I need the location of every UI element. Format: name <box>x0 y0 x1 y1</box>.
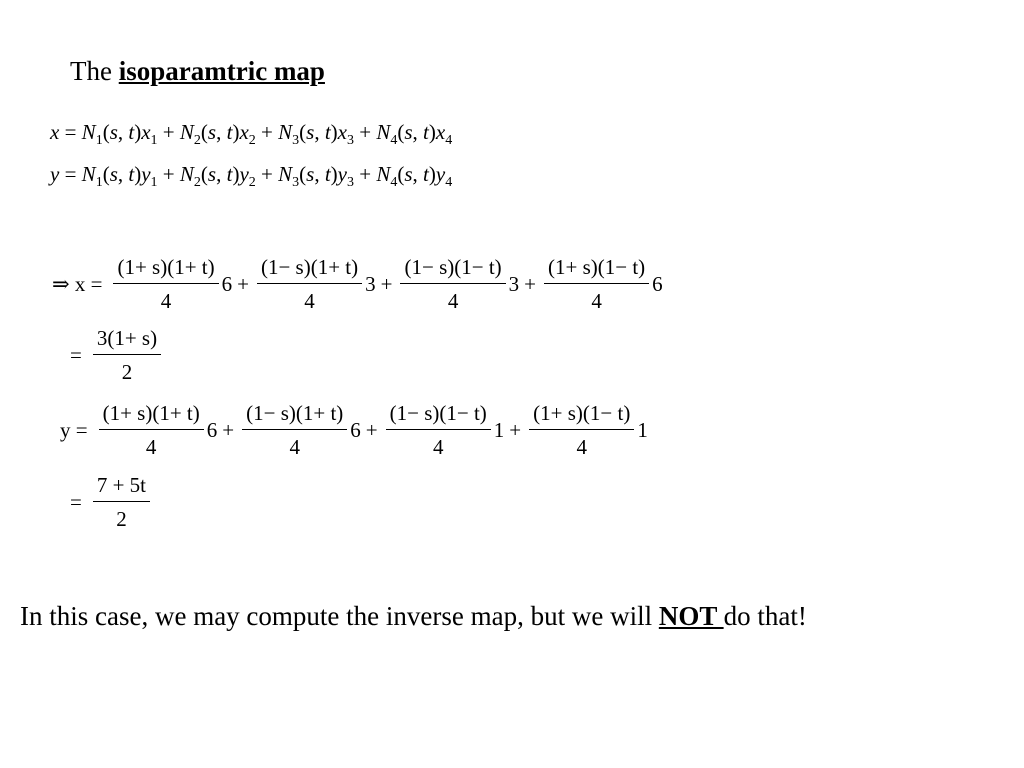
y-lead: y = <box>60 418 88 442</box>
plus-sign: + <box>524 272 536 296</box>
y-coef-2: 6 <box>350 418 361 442</box>
x-result <box>70 325 164 385</box>
plus-sign: + <box>222 418 235 442</box>
y-term-3: $\frac{(1- s)(1- t)}{4}$ <box>386 400 491 460</box>
y-coef-1: 6 <box>206 418 218 442</box>
y-derivation <box>60 400 648 460</box>
y-result-fraction: $\frac{7 + 5t}{2}$ <box>93 472 150 532</box>
slide-title <box>70 53 325 89</box>
x-term-2: $\frac{(1- s)(1+ t)}{4}$ <box>257 254 362 314</box>
y-coef-4: 1 <box>637 418 648 442</box>
x-coef-4: 6 <box>652 272 663 296</box>
y-term-2: $\frac{(1- s)(1+ t)}{4}$ <box>242 400 347 460</box>
equals-sign: = <box>70 490 82 514</box>
plus-sign: + <box>380 272 393 296</box>
equals-sign: = <box>70 343 82 367</box>
y-term-1: $\frac{(1+ s)(1+ t)}{4}$ <box>99 400 204 460</box>
x-coef-3: 3 <box>508 272 520 296</box>
equation-y-map: $y = N_1(s$, $t)y_1 + N_2(s$, $t)y_2 + N_3(s$, $t)y_3 + N_4(s$, $t)y_4$ <box>50 162 453 190</box>
x-coef-1: 6 <box>221 272 233 296</box>
title-emphasis: isoparamtric map <box>118 56 325 86</box>
y-term-4: $\frac{(1+ s)(1- t)}{4}$ <box>529 400 634 460</box>
plus-sign: + <box>509 418 522 442</box>
equation-x-map: $x = N_1(s$, $t)x_1 + N_2(s$, $t)x_2 + N_3(s$, $t)x_3 + N_4(s$, $t)x_4$ <box>50 120 453 148</box>
x-term-3: $\frac{(1- s)(1- t)}{4}$ <box>400 254 505 314</box>
x-lead: ⇒ x = <box>52 272 103 296</box>
x-derivation <box>52 254 663 314</box>
title-prefix: The <box>70 56 119 86</box>
y-result <box>70 472 153 532</box>
x-result-fraction: $\frac{3(1+ s)}{2}$ <box>93 325 161 385</box>
x-term-1: $\frac{(1+ s)(1+ t)}{4}$ <box>113 254 218 314</box>
footer-note <box>20 598 807 634</box>
y-coef-3: 1 <box>493 418 505 442</box>
footer-emphasis: NOT <box>658 601 724 631</box>
x-coef-2: 3 <box>365 272 376 296</box>
x-term-4: $\frac{(1+ s)(1- t)}{4}$ <box>544 254 649 314</box>
plus-sign: + <box>365 418 378 442</box>
footer-after: do that! <box>723 601 807 631</box>
plus-sign: + <box>237 272 249 296</box>
footer-before: In this case, we may compute the inverse map, but we will <box>20 601 659 631</box>
